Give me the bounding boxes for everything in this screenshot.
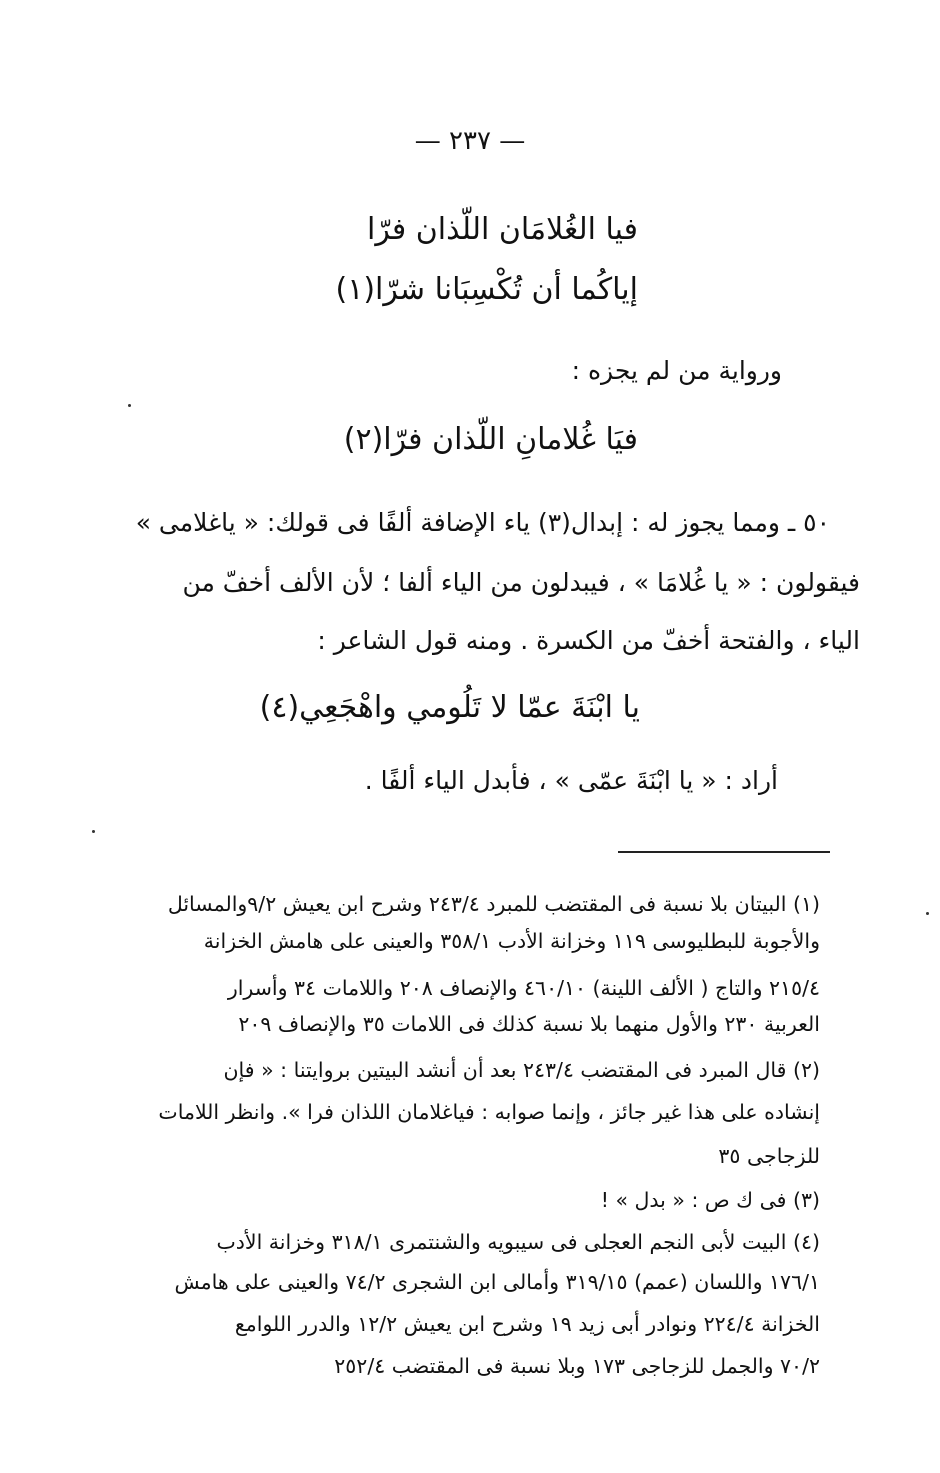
footnote-line: ١٧٦/١ واللسان (عمم) ٣١٩/١٥ وأمالى ابن الشجرى ٧٤/٢ والعينى على هامش: [174, 1270, 820, 1294]
footnote-line: والأجوبة للبطليوسى ١١٩ وخزانة الأدب ٣٥٨/١ والعينى على هامش الخزانة: [203, 929, 820, 953]
paragraph-line-1: ٥٠ ـ ومما يجوز له : إبدال(٣) ياء الإضافة ألفًا فى قولك: « ياغلامى »: [135, 508, 830, 537]
paragraph-line-2: فيقولون : « يا غُلامَا » ، فيبدلون من الياء ألفا ؛ لأن الألف أخفّ من: [182, 568, 860, 597]
scan-speck: [926, 912, 929, 915]
footnote-line: (١) البيتان بلا نسبة فى المقتضب للمبرد ٢٤٣/٤ وشرح ابن يعيش ٩/٢والمسائل: [167, 892, 820, 916]
footnote-line: (٢) قال المبرد فى المقتضب ٢٤٣/٤ بعد أن أنشد البيتين بروايتنا : « فإن: [223, 1058, 820, 1082]
page-number: — ٢٣٧ —: [414, 126, 526, 156]
scan-speck: [92, 830, 95, 833]
footnote-line: (٣) فى ك ص : « بدل » !: [600, 1188, 820, 1212]
verse-line-1: فيا الغُلامَان اللّذان فرّا: [367, 212, 638, 247]
scan-speck: [128, 404, 131, 407]
verse-line-2: إياكُما أن تُكْسِبَانا شرّا(١): [335, 272, 638, 307]
verse-poet: يا ابْنَةَ عمّا لا تَلُومي واهْجَعِي(٤): [259, 690, 640, 725]
footnote-separator: [618, 851, 830, 853]
footnote-line: الخزانة ٢٢٤/٤ ونوادر أبى زيد ١٩ وشرح ابن يعيش ١٢/٢ والدرر اللوامع: [234, 1312, 820, 1336]
footnote-line: ٢١٥/٤ والتاج ( الألف اللينة) ٤٦٠/١٠ والإنصاف ٢٠٨ واللامات ٣٤ وأسرار: [227, 976, 820, 1000]
intro-line: ورواية من لم يجزه :: [571, 356, 782, 385]
footnote-line: إنشاده على هذا غير جائز ، وإنما صوابه : فياغلامان اللذان فرا ». وانظر اللامات: [158, 1100, 820, 1124]
footnote-line: العربية ٢٣٠ والأول منهما بلا نسبة كذلك فى اللامات ٣٥ والإنصاف ٢٠٩: [238, 1012, 820, 1036]
footnote-line: (٤) البيت لأبى النجم العجلى فى سيبويه والشنتمرى ٣١٨/١ وخزانة الأدب: [216, 1230, 820, 1254]
verse-alternate: فيَا غُلامانِ اللّذان فرّا(٢): [343, 422, 638, 457]
footnote-line: ٧٠/٢ والجمل للزجاجى ١٧٣ وبلا نسبة فى المقتضب ٢٥٢/٤: [334, 1354, 820, 1378]
paragraph-line-3: الياء ، والفتحة أخفّ من الكسرة . ومنه قول الشاعر :: [317, 626, 860, 655]
footnote-line: للزجاجى ٣٥: [718, 1144, 820, 1168]
explanation-line: أراد : « يا ابْنَةَ عمّى » ، فأبدل الياء ألفًا .: [364, 766, 778, 795]
